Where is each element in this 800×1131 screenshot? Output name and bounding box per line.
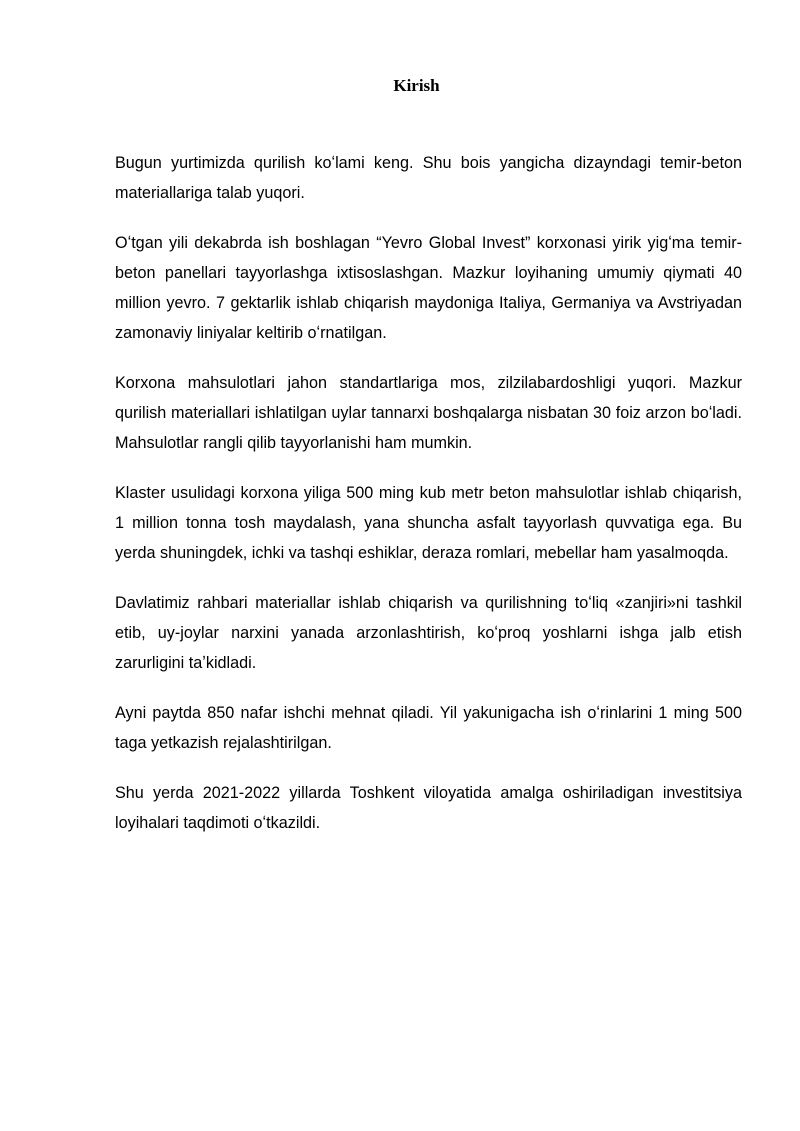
paragraph: Klaster usulidagi korxona yiliga 500 ming kub metr beton mahsulotlar ishlab chiqarish, 1 million tonna tosh maydalash, yana shuncha asfalt tayyorlash quvvatiga ega. Bu yerda shuningdek, ichki va tashqi eshiklar, deraza romlari, mebellar ham yasalmoqda. (115, 484, 742, 562)
paragraph: Korxona mahsulotlari jahon standartlariga mos, zilzilabardoshligi yuqori. Mazkur qurilish materiallari ishlatilgan uylar tannarxi boshqalarga nisbatan 30 foiz arzon boʻladi. Mahsulotlar rangli qilib tayyorlanishi ham mumkin. (115, 374, 742, 452)
paragraph: Davlatimiz rahbari materiallar ishlab chiqarish va qurilishning toʻliq «zanjiri»ni tashkil etib, uy-joylar narxini yanada arzonlashtirish, koʻproq yoshlarni ishga jalb etish zarurligini taʼkidladi. (115, 594, 742, 672)
paragraph: Oʻtgan yili dekabrda ish boshlagan “Yevro Global Invest” korxonasi yirik yigʻma temir-beton panellari tayyorlashga ixtisoslashgan. Mazkur loyihaning umumiy qiymati 40 million yevro. 7 gektarlik ishlab chiqarish maydoniga Italiya, Germaniya va Avstriyadan zamonaviy liniyalar keltirib oʻrnatilgan. (115, 234, 742, 342)
document-body (115, 148, 742, 858)
page-title: Kirish (393, 76, 440, 95)
paragraph: Shu yerda 2021-2022 yillarda Toshkent viloyatida amalga oshiriladigan investitsiya loyihalari taqdimoti oʻtkazildi. (115, 784, 742, 832)
paragraph: Bugun yurtimizda qurilish koʻlami keng. Shu bois yangicha dizayndagi temir-beton materiallariga talab yuqori. (115, 154, 742, 202)
paragraph: Ayni paytda 850 nafar ishchi mehnat qiladi. Yil yakunigacha ish oʻrinlarini 1 ming 500 taga yetkazish rejalashtirilgan. (115, 704, 742, 752)
